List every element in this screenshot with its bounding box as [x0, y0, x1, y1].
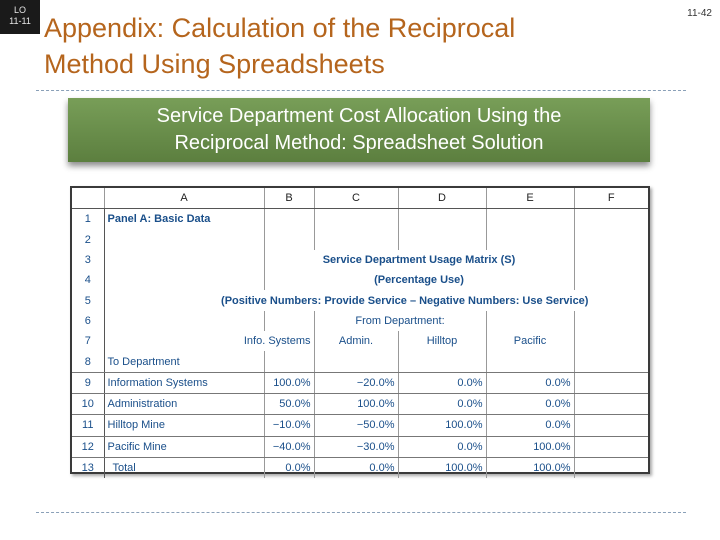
value-cell: 100.0%: [314, 393, 398, 414]
value-cell: 50.0%: [264, 393, 314, 414]
value-cell: −50.0%: [314, 415, 398, 436]
value-cell: 0.0%: [486, 372, 574, 393]
top-divider: [36, 90, 686, 91]
lo-number: 11-11: [9, 16, 31, 26]
table-row: [72, 250, 648, 270]
table-row: [72, 270, 648, 290]
row-number: 12: [72, 436, 104, 457]
column-header: C: [314, 188, 398, 209]
col-header-admin: Admin.: [314, 331, 398, 351]
corner-cell: [72, 188, 104, 209]
row-number: 13: [72, 457, 104, 478]
row-number: 7: [72, 331, 104, 351]
row-label: Total: [104, 457, 264, 478]
value-cell: 100.0%: [264, 372, 314, 393]
sign-note-cell: (Positive Numbers: Provide Service – Negative Numbers: Use Service): [221, 294, 589, 307]
learning-objective-badge: [0, 0, 40, 34]
bottom-divider: [36, 512, 686, 513]
to-department-cell: To Department: [104, 351, 264, 372]
row-number: 9: [72, 372, 104, 393]
row-label: Information Systems: [104, 372, 264, 393]
row-label: Administration: [104, 393, 264, 414]
banner-line-2: Reciprocal Method: Spreadsheet Solution: [174, 132, 544, 154]
value-cell: −30.0%: [314, 436, 398, 457]
value-cell: 100.0%: [398, 415, 486, 436]
column-header: F: [574, 188, 648, 209]
from-department-cell: From Department:: [314, 311, 486, 331]
value-cell: 100.0%: [486, 436, 574, 457]
value-cell: −20.0%: [314, 372, 398, 393]
col-header-pacific: Pacific: [486, 331, 574, 351]
value-cell: 100.0%: [486, 457, 574, 478]
col-header-info-systems: Info. Systems: [104, 331, 314, 351]
table-row: [72, 311, 648, 331]
column-header: D: [398, 188, 486, 209]
percentage-note-cell: (Percentage Use): [264, 270, 574, 290]
row-number: 4: [72, 270, 104, 290]
panel-title-cell: Panel A: Basic Data: [104, 209, 264, 230]
value-cell: 0.0%: [314, 457, 398, 478]
table-row: [72, 351, 648, 372]
slide-number: 11-42: [687, 8, 712, 19]
table-row: [72, 331, 648, 351]
table-row: [72, 290, 648, 310]
matrix-title-cell: Service Department Usage Matrix (S): [264, 250, 574, 270]
table-row: [72, 436, 648, 457]
row-number: 8: [72, 351, 104, 372]
value-cell: −40.0%: [264, 436, 314, 457]
row-number: 2: [72, 230, 104, 250]
table-row: [72, 230, 648, 250]
value-cell: 0.0%: [486, 393, 574, 414]
spreadsheet-image: [70, 186, 650, 474]
column-header-row: [72, 188, 648, 209]
table-row: [72, 415, 648, 436]
lo-label: LO: [13, 5, 26, 15]
title-line-1: Appendix: Calculation of the Reciprocal: [44, 13, 516, 43]
row-number: 6: [72, 311, 104, 331]
row-number: 10: [72, 393, 104, 414]
row-label: Pacific Mine: [104, 436, 264, 457]
column-header: A: [104, 188, 264, 209]
value-cell: 0.0%: [264, 457, 314, 478]
page-title: [44, 10, 644, 82]
value-cell: 0.0%: [486, 415, 574, 436]
col-header-hilltop: Hilltop: [398, 331, 486, 351]
row-number: 1: [72, 209, 104, 230]
row-number: 5: [72, 290, 104, 310]
row-number: 3: [72, 250, 104, 270]
row-label: Hilltop Mine: [104, 415, 264, 436]
banner-line-1: Service Department Cost Allocation Using the: [156, 105, 562, 127]
column-header: B: [264, 188, 314, 209]
spreadsheet-table: [72, 188, 648, 478]
table-row: [72, 372, 648, 393]
value-cell: 0.0%: [398, 372, 486, 393]
row-number: 11: [72, 415, 104, 436]
column-header: E: [486, 188, 574, 209]
subtitle-banner: [68, 98, 650, 162]
value-cell: 0.0%: [398, 436, 486, 457]
value-cell: −10.0%: [264, 415, 314, 436]
value-cell: 100.0%: [398, 457, 486, 478]
table-row: [72, 209, 648, 230]
table-row: [72, 457, 648, 478]
title-line-2: Method Using Spreadsheets: [44, 49, 385, 79]
value-cell: 0.0%: [398, 393, 486, 414]
table-row: [72, 393, 648, 414]
